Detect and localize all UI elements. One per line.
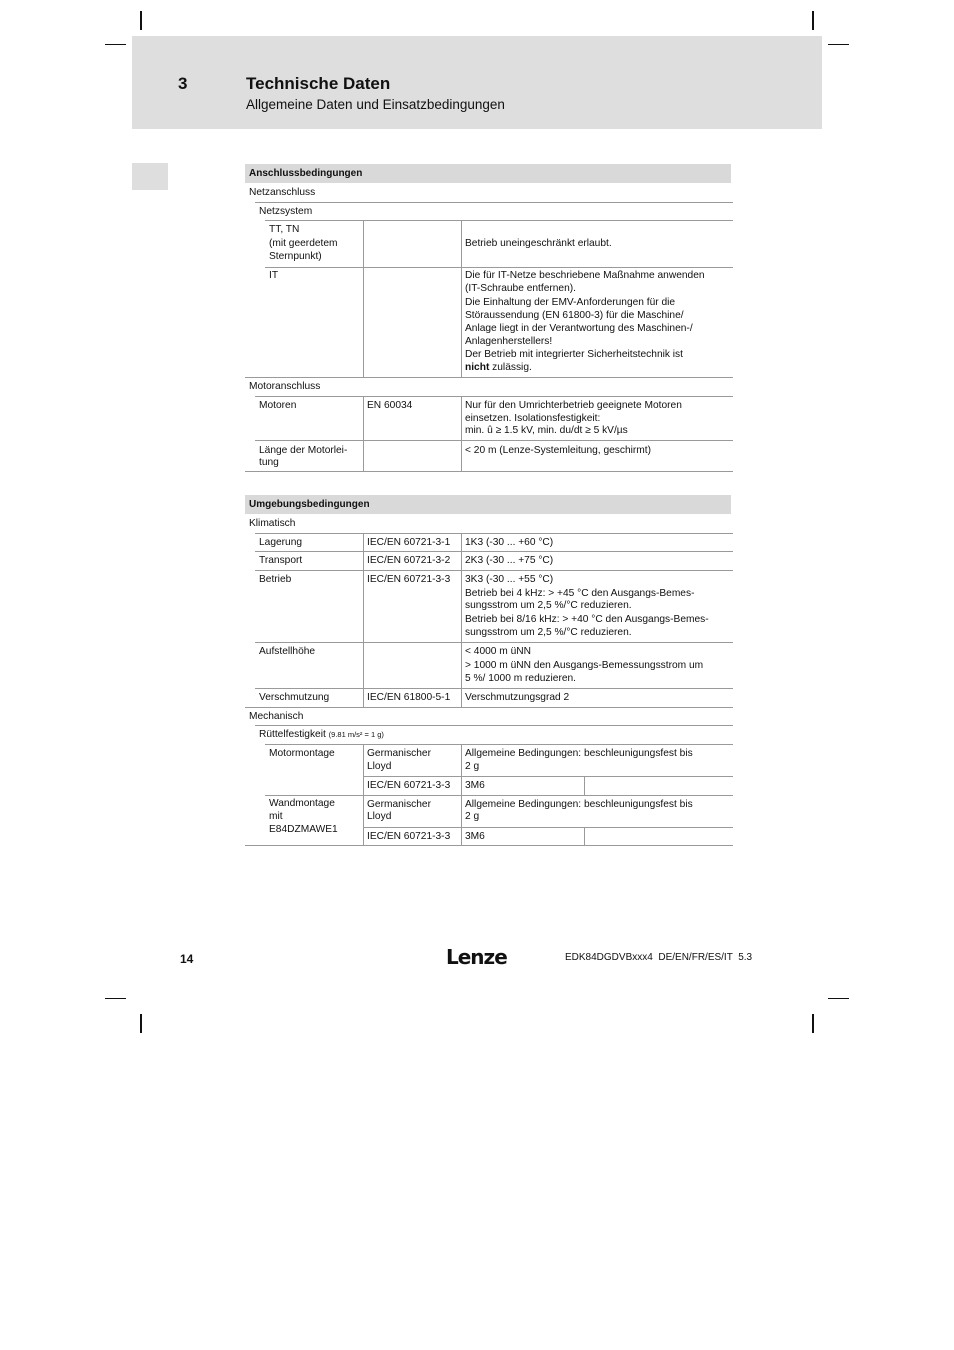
- cell-motoren-desc-2: einsetzen. Isolationsfestigkeit:: [465, 413, 601, 424]
- cell-wandmontage-1: Wandmontage: [269, 798, 335, 809]
- side-marker: [132, 163, 168, 190]
- cell-gl-2-a: Germanischer: [367, 799, 431, 810]
- cell-it: IT: [269, 270, 279, 281]
- row-label-netzsystem: Netzsystem: [259, 206, 313, 217]
- col-divider: [584, 777, 585, 795]
- divider: [255, 725, 733, 726]
- row-label-klimatisch: Klimatisch: [249, 518, 296, 529]
- cell-betrieb-desc-4: Betrieb bei 8/16 kHz: > +40 °C den Ausgangs-Bemes-: [465, 614, 709, 625]
- crop-mark: [140, 1014, 142, 1033]
- cell-gl-1-b: Lloyd: [367, 761, 392, 772]
- col-divider: [584, 828, 585, 845]
- cell-betrieb: Betrieb: [259, 574, 292, 585]
- page-subtitle: Allgemeine Daten und Einsatzbedingungen: [246, 97, 505, 112]
- row-label-mechanisch: Mechanisch: [249, 711, 304, 722]
- cell-betrieb-desc-2: Betrieb bei 4 kHz: > +45 °C den Ausgangs-Bemes-: [465, 588, 695, 599]
- cell-it-desc-3: Die Einhaltung der EMV-Anforderungen für die: [465, 297, 676, 308]
- cell-motoren-desc-3: min. û ≥ 1.5 kV, min. du/dt ≥ 5 kV/µs: [465, 425, 628, 436]
- cell-wandmontage-2: mit: [269, 811, 283, 822]
- divider: [245, 845, 733, 846]
- cell-iec-2: IEC/EN 60721-3-3: [367, 831, 451, 842]
- page-title: Technische Daten: [246, 74, 391, 93]
- cell-gl-1-a: Germanischer: [367, 748, 431, 759]
- divider: [255, 396, 733, 397]
- divider: [255, 551, 733, 552]
- crop-mark: [828, 998, 849, 999]
- cell-it-desc-8: [465, 361, 532, 374]
- cell-laenge-1: Länge der Motorlei-: [259, 445, 348, 456]
- cell-tt-tn-1: TT, TN: [269, 224, 300, 235]
- cell-lagerung-norm: IEC/EN 60721-3-1: [367, 537, 451, 548]
- crop-mark: [828, 44, 849, 45]
- cell-verschmutzung-norm: IEC/EN 61800-5-1: [367, 692, 451, 703]
- cell-betrieb-norm: IEC/EN 60721-3-3: [367, 574, 451, 585]
- divider: [265, 267, 733, 268]
- cell-aufstell-desc-1: < 4000 m üNN: [465, 646, 531, 657]
- chapter-number: 3: [178, 74, 188, 93]
- cell-betrieb-desc-3: sungsstrom um 2,5 %/°C reduzieren.: [465, 600, 632, 611]
- col-divider: [363, 221, 364, 377]
- cell-laenge-2: tung: [259, 457, 279, 468]
- col-divider: [363, 534, 364, 707]
- cell-it-desc-7: Der Betrieb mit integrierter Sicherheitstechnik ist: [465, 349, 683, 360]
- page-number: 14: [180, 952, 194, 966]
- cell-transport-norm: IEC/EN 60721-3-2: [367, 555, 451, 566]
- cell-betrieb-desc-5: sungsstrom um 2,5 %/°C reduzieren.: [465, 627, 632, 638]
- cell-aufstell-desc-2: > 1000 m üNN den Ausgangs-Bemessungsstrom um: [465, 660, 704, 671]
- cell-aufstell-desc-3: 5 %/ 1000 m reduzieren.: [465, 673, 576, 684]
- divider: [255, 688, 733, 689]
- divider: [265, 795, 733, 796]
- cell-gl-2-b: Lloyd: [367, 811, 392, 822]
- section-heading-umgebung: Umgebungsbedingungen: [245, 495, 731, 514]
- col-divider: [363, 745, 364, 845]
- cell-gl-desc-1-b: 2 g: [465, 761, 480, 772]
- cell-gl-desc-1-a: Allgemeine Bedingungen: beschleunigungsfest bis: [465, 748, 693, 759]
- divider: [265, 744, 733, 745]
- divider: [245, 377, 733, 378]
- divider: [363, 776, 733, 777]
- it-desc-end: zulässig.: [489, 362, 532, 373]
- divider: [265, 220, 733, 221]
- cell-verschmutzung-desc: Verschmutzungsgrad 2: [465, 692, 570, 703]
- cell-lagerung-desc: 1K3 (-30 ... +60 °C): [465, 537, 554, 548]
- cell-motoren-desc-1: Nur für den Umrichterbetrieb geeignete Motoren: [465, 400, 682, 411]
- col-divider: [461, 534, 462, 707]
- cell-tt-tn-3: Sternpunkt): [269, 251, 322, 262]
- divider: [255, 570, 733, 571]
- col-divider: [363, 397, 364, 471]
- divider: [245, 471, 733, 472]
- row-label-motoranschluss: Motoranschluss: [249, 381, 321, 392]
- ruettel-label: Rüttelfestigkeit: [259, 729, 326, 740]
- divider: [255, 440, 733, 441]
- col-divider: [461, 397, 462, 471]
- cell-3m6-2: 3M6: [465, 831, 485, 842]
- section-heading-anschluss: Anschlussbedingungen: [245, 164, 731, 183]
- col-divider: [461, 221, 462, 377]
- crop-mark: [812, 1014, 814, 1033]
- cell-wandmontage-3: E84DZMAWE1: [269, 824, 338, 835]
- cell-it-desc-5: Anlage liegt in der Verantwortung des Maschinen-/: [465, 323, 693, 334]
- cell-it-desc-6: Anlagenherstellers!: [465, 336, 553, 347]
- cell-iec-1: IEC/EN 60721-3-3: [367, 780, 451, 791]
- row-label-netzanschluss: Netzanschluss: [249, 187, 316, 198]
- cell-tt-tn-desc: Betrieb uneingeschränkt erlaubt.: [465, 238, 612, 249]
- divider: [255, 202, 733, 203]
- row-label-ruettel: [259, 728, 384, 741]
- divider: [363, 827, 733, 828]
- cell-3m6-1: 3M6: [465, 780, 485, 791]
- cell-it-desc-2: (IT-Schraube entfernen).: [465, 283, 576, 294]
- cell-it-desc-4: Störaussendung (EN 61800-3) für die Maschine/: [465, 310, 684, 321]
- col-divider: [461, 745, 462, 845]
- cell-verschmutzung: Verschmutzung: [259, 692, 330, 703]
- divider: [245, 707, 733, 708]
- cell-motoren: Motoren: [259, 400, 297, 411]
- crop-mark: [105, 998, 126, 999]
- divider: [255, 533, 733, 534]
- crop-mark: [812, 11, 814, 30]
- cell-aufstell: Aufstellhöhe: [259, 646, 316, 657]
- cell-transport-desc: 2K3 (-30 ... +75 °C): [465, 555, 554, 566]
- cell-gl-desc-2-a: Allgemeine Bedingungen: beschleunigungsfest bis: [465, 799, 693, 810]
- divider: [255, 642, 733, 643]
- cell-gl-desc-2-b: 2 g: [465, 811, 480, 822]
- ruettel-note: (9.81 m/s² = 1 g): [328, 730, 384, 739]
- document-id: EDK84DGDVBxxx4 DE/EN/FR/ES/IT 5.3: [565, 952, 753, 963]
- bold-nicht: nicht: [465, 362, 490, 373]
- crop-mark: [140, 11, 142, 30]
- cell-it-desc-1: Die für IT-Netze beschriebene Maßnahme anwenden: [465, 270, 705, 281]
- cell-transport: Transport: [259, 555, 303, 566]
- lenze-logo: Lenze: [446, 945, 507, 969]
- cell-lagerung: Lagerung: [259, 537, 303, 548]
- cell-laenge-desc: < 20 m (Lenze-Systemleitung, geschirmt): [465, 445, 651, 456]
- cell-betrieb-desc-1: 3K3 (-30 ... +55 °C): [465, 574, 554, 585]
- crop-mark: [105, 44, 126, 45]
- cell-tt-tn-2: (mit geerdetem: [269, 238, 338, 249]
- chapter-header: [132, 36, 822, 129]
- cell-motoren-norm: EN 60034: [367, 400, 413, 411]
- cell-motormontage: Motormontage: [269, 748, 335, 759]
